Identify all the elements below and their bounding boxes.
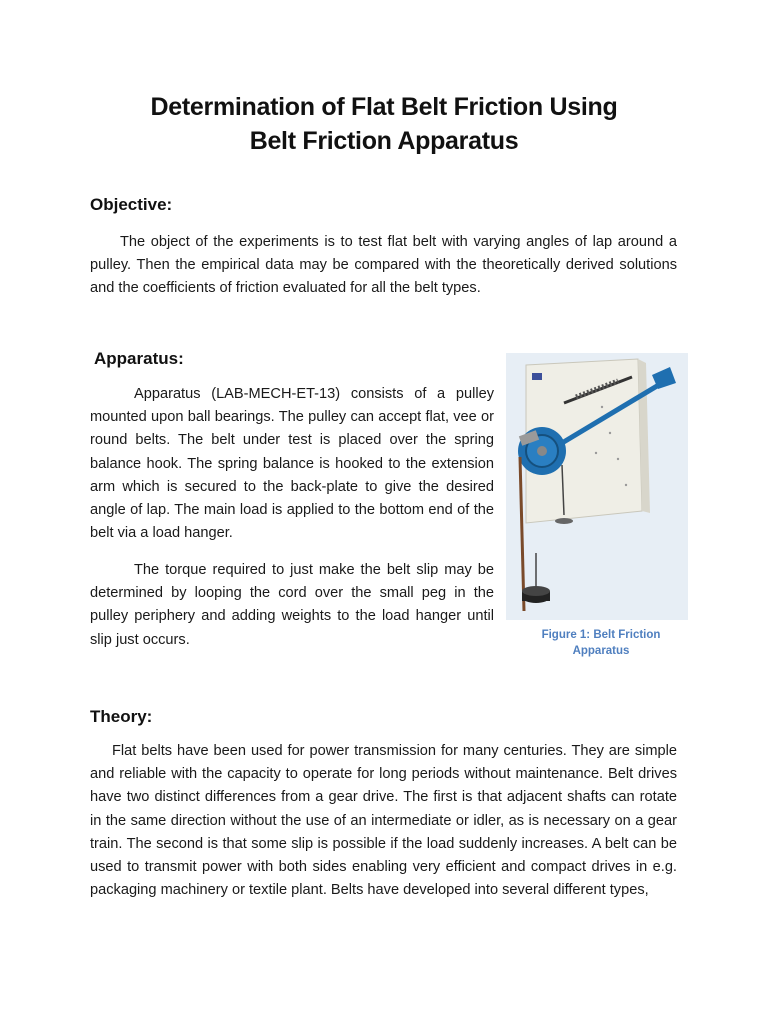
title-line-2: Belt Friction Apparatus <box>249 127 519 155</box>
document-title <box>0 90 768 158</box>
theory-paragraph: Flat belts have been used for power transmission for many centuries. They are simple and reliable with the capacity to operate for long periods without maintenance. Belt drives have two distinct differences from a gear drive. The first is that adjacent shafts can rotate in the same direction without the use of an intermediate or idler, as is necessary on a gear train. The second is that some slip is possible if the load suddenly increases. A belt can be used to transmit power with both sides enabling very efficient and compact drives in e.g. packaging machinery or textile plant. Belts have developed into several different types, <box>90 743 677 899</box>
caption-line-2: Apparatus <box>572 645 630 657</box>
apparatus-paragraph-2: The torque required to just make the belt slip may be determined by looping the cord over the small peg in the pulley periphery and adding weights to the load hanger until slip just occurs. <box>90 562 494 648</box>
figure-caption <box>506 627 696 659</box>
caption-line-1: Figure 1: Belt Friction <box>541 629 661 641</box>
belt-friction-apparatus-figure <box>506 353 688 620</box>
apparatus-heading: Apparatus: <box>94 349 184 368</box>
title-line-1: Determination of Flat Belt Friction Using <box>150 93 618 121</box>
objective-heading: Objective: <box>90 195 173 214</box>
apparatus-illustration <box>506 353 688 620</box>
objective-paragraph: The object of the experiments is to test flat belt with varying angles of lap around a pulley. Then the empirical data may be compared with the theoretically derived solutions and the coefficients of friction evaluated for all the belt types. <box>90 234 677 297</box>
theory-heading: Theory: <box>90 707 153 726</box>
apparatus-paragraph-1: Apparatus (LAB-MECH-ET-13) consists of a pulley mounted upon ball bearings. The pulley can accept flat, vee or round belts. The belt under test is placed over the spring balance hook. The spring balance is hooked to the extension arm which is secured to the back-plate to give the desired angle of lap. The main load is applied to the bottom end of the belt via a load hanger. <box>90 386 494 542</box>
